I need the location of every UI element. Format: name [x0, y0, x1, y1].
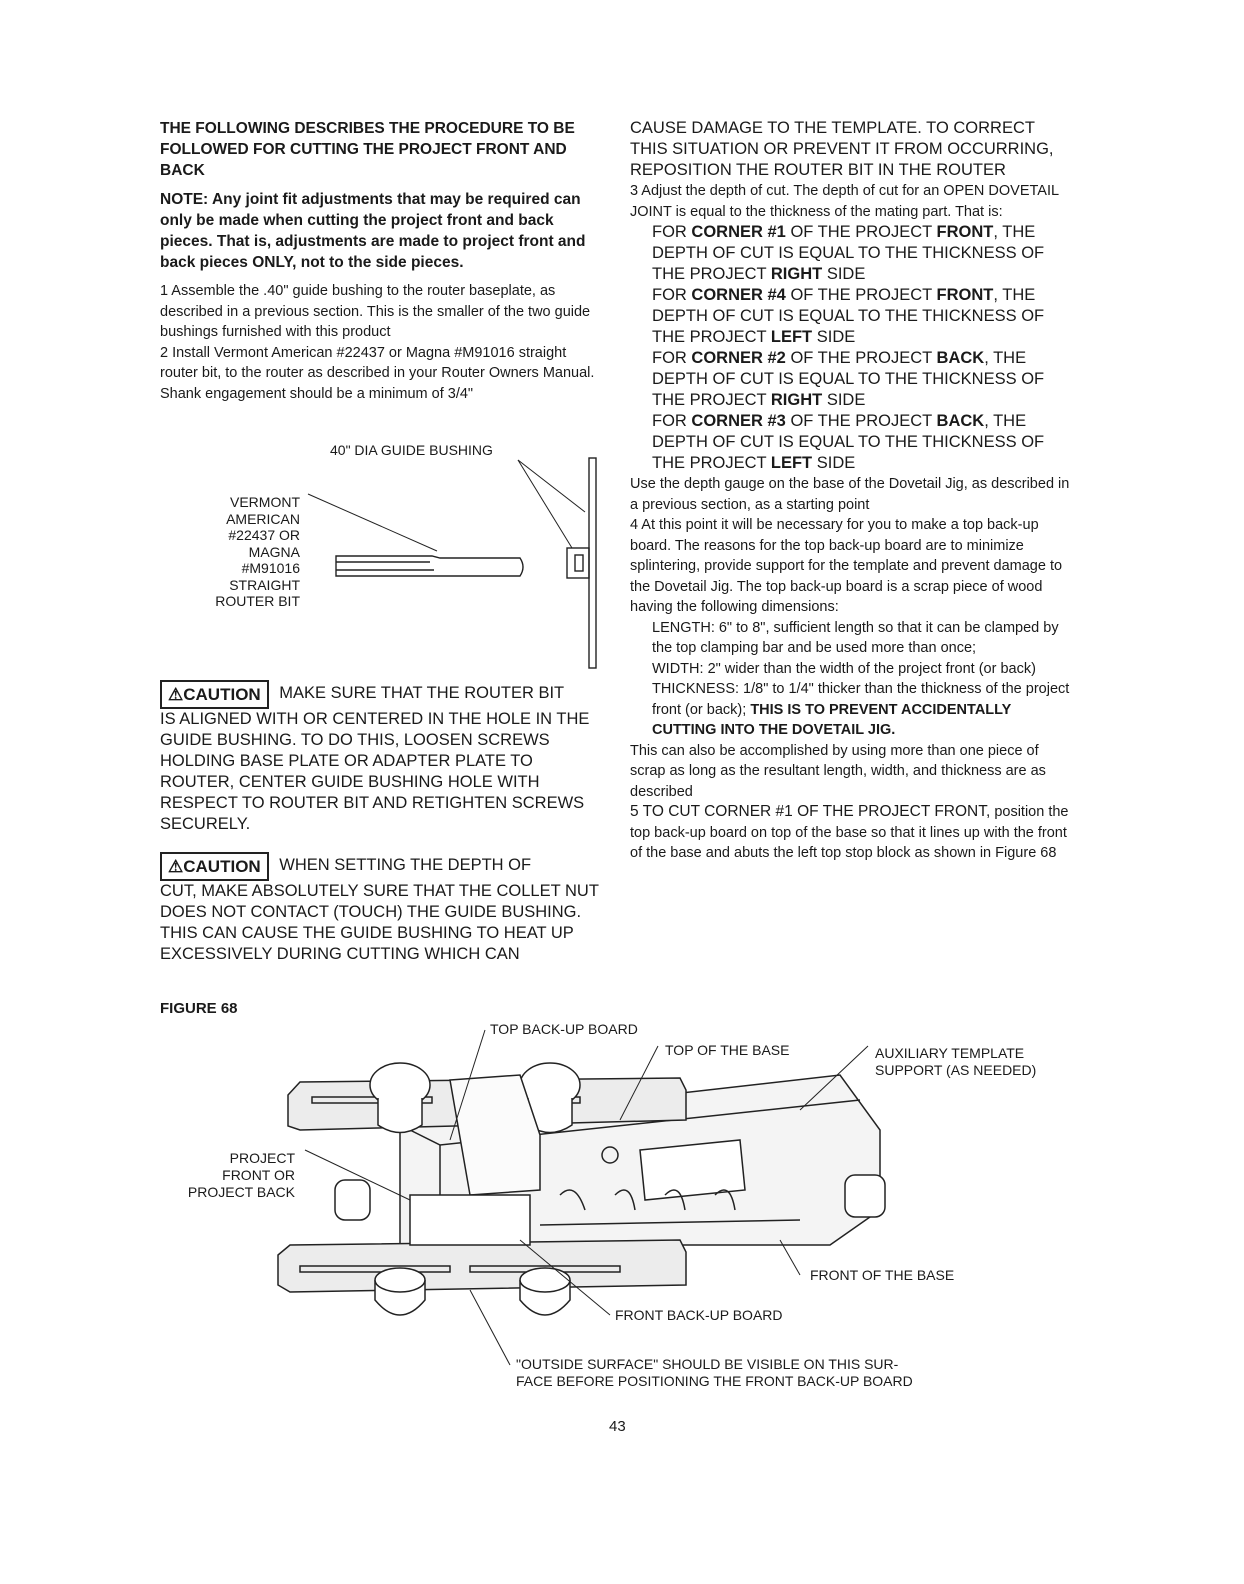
label-aux-template-2: SUPPORT (AS NEEDED)	[875, 1062, 1037, 1078]
caution-badge-2: ⚠CAUTION	[160, 852, 269, 881]
warning-triangle-icon: ⚠	[168, 685, 184, 704]
caution-continuation: CAUSE DAMAGE TO THE TEMPLATE. TO CORRECT THIS SITUATION OR PREVENT IT FROM OCCURRING, REPOSITION THE ROUTER BIT IN THE ROUTER	[630, 119, 1054, 179]
label-project-3: PROJECT BACK	[187, 1184, 295, 1200]
side-knob	[845, 1175, 885, 1217]
router-bit-label: VERMONT AMERICAN #22437 OR MAGNA #M91016 STRAIGHT ROUTER BIT	[215, 494, 300, 609]
step-1: 1 Assemble the .40" guide bushing to the router baseplate, as described in a previous section. This is the smaller of the two guide bushings furnished with this product	[160, 283, 591, 340]
dim-length: LENGTH: 6" to 8", sufficient length so that it can be clamped by the top clamping bar and be used more than once;	[652, 619, 1059, 656]
step-2: 2 Install Vermont American #22437 or Magna #M91016 straight router bit, to the router as described in your Router Owners Manual. Shank engagement should be a minimum of 3/4"	[160, 344, 595, 402]
label-aux-template-1: AUXILIARY TEMPLATE	[875, 1045, 1025, 1061]
caution-badge-1: ⚠CAUTION	[160, 680, 269, 709]
figure-title: FIGURE 68	[160, 1000, 238, 1017]
aux-support	[640, 1140, 745, 1200]
caution-2-body: CUT, MAKE ABSOLUTELY SURE THAT THE COLLET NUT DOES NOT CONTACT (TOUCH) THE GUIDE BUSHING. THIS CAN CAUSE THE GUIDE BUSHING TO HEAT UP EXCESSIVELY DURING CUTTING WHICH CAN	[160, 882, 599, 963]
label-front-backup-board: FRONT BACK-UP BOARD	[615, 1307, 783, 1323]
step-4: 4 At this point it will be necessary for you to make a top back-up board. The reasons for the top back-up board are to minimize splintering, provide support for the template and prevent damage to the Dovetail Jig. The top back-up board is a scrap piece of wood having the following dimensions:	[630, 517, 1063, 615]
label-project-2: FRONT OR	[222, 1167, 295, 1183]
side-knob	[335, 1180, 370, 1220]
corner-item: FOR CORNER #3 OF THE PROJECT BACK, THE DEPTH OF CUT IS EQUAL TO THE THICKNESS OF THE PROJECT LEFT SIDE	[652, 412, 1045, 472]
note-paragraph: NOTE: Any joint fit adjustments that may be required can only be made when cutting the project front and back pieces. That is, adjustments are made to project front and back pieces ONLY, not to the side pieces.	[160, 191, 586, 271]
guide-bushing-label: 40" DIA GUIDE BUSHING	[330, 442, 493, 458]
label-outside-surface-1: "OUTSIDE SURFACE" SHOULD BE VISIBLE ON THIS SUR-	[516, 1356, 899, 1372]
page-number: 43	[609, 1418, 626, 1435]
step-3: 3 Adjust the depth of cut. The depth of cut for an OPEN DOVETAIL JOINT is equal to the thickness of the mating part. That is:	[630, 183, 1059, 220]
label-outside-surface-2: FACE BEFORE POSITIONING THE FRONT BACK-UP BOARD	[516, 1373, 913, 1389]
project-front	[410, 1195, 530, 1245]
label-top-of-base: TOP OF THE BASE	[665, 1042, 790, 1058]
section-heading: THE FOLLOWING DESCRIBES THE PROCEDURE TO BE FOLLOWED FOR CUTTING THE PROJECT FRONT AND BACK	[160, 120, 575, 179]
corner-item: FOR CORNER #1 OF THE PROJECT FRONT, THE DEPTH OF CUT IS EQUAL TO THE THICKNESS OF THE PROJECT RIGHT SIDE	[652, 223, 1045, 283]
corner-item: FOR CORNER #4 OF THE PROJECT FRONT, THE DEPTH OF CUT IS EQUAL TO THE THICKNESS OF THE PROJECT LEFT SIDE	[652, 286, 1045, 346]
dim-thickness: THICKNESS: 1/8" to 1/4" thicker than the thickness of the project front (or back); THIS IS TO PREVENT ACCIDENTALLY CUTTING INTO THE DOVETAIL JIG.	[652, 681, 1070, 738]
depth-gauge-text: Use the depth gauge on the base of the Dovetail Jig, as described in a previous section, as a starting point	[630, 476, 1070, 513]
step-5: 5 TO CUT CORNER #1 OF THE PROJECT FRONT, position the top back-up board on top of the base so that it lines up with the front of the base and abuts the left top stop block as shown in Figure 68	[630, 803, 1069, 861]
caution-1-body: IS ALIGNED WITH OR CENTERED IN THE HOLE IN THE GUIDE BUSHING. TO DO THIS, LOOSEN SCREWS HOLDING BASE PLATE OR ADAPTER PLATE TO ROUTER, CENTER GUIDE BUSHING HOLE WITH RESPECT TO ROUTER BIT AND RETIGHTEN SCREWS SECURELY.	[160, 710, 590, 833]
corner-item: FOR CORNER #2 OF THE PROJECT BACK, THE DEPTH OF CUT IS EQUAL TO THE THICKNESS OF THE PROJECT RIGHT SIDE	[652, 349, 1045, 409]
scrap-text: This can also be accomplished by using more than one piece of scrap as long as the resultant length, width, and thickness are as described	[630, 742, 1046, 800]
caution-1-lead: MAKE SURE THAT THE ROUTER BIT	[279, 684, 565, 702]
label-front-of-base: FRONT OF THE BASE	[810, 1267, 955, 1283]
warning-triangle-icon: ⚠	[168, 857, 184, 876]
dim-width: WIDTH: 2" wider than the width of the project front (or back)	[652, 660, 1036, 677]
caution-2-lead: WHEN SETTING THE DEPTH OF	[279, 856, 532, 874]
label-project-1: PROJECT	[229, 1150, 295, 1166]
label-top-backup-board: TOP BACK-UP BOARD	[490, 1021, 638, 1037]
